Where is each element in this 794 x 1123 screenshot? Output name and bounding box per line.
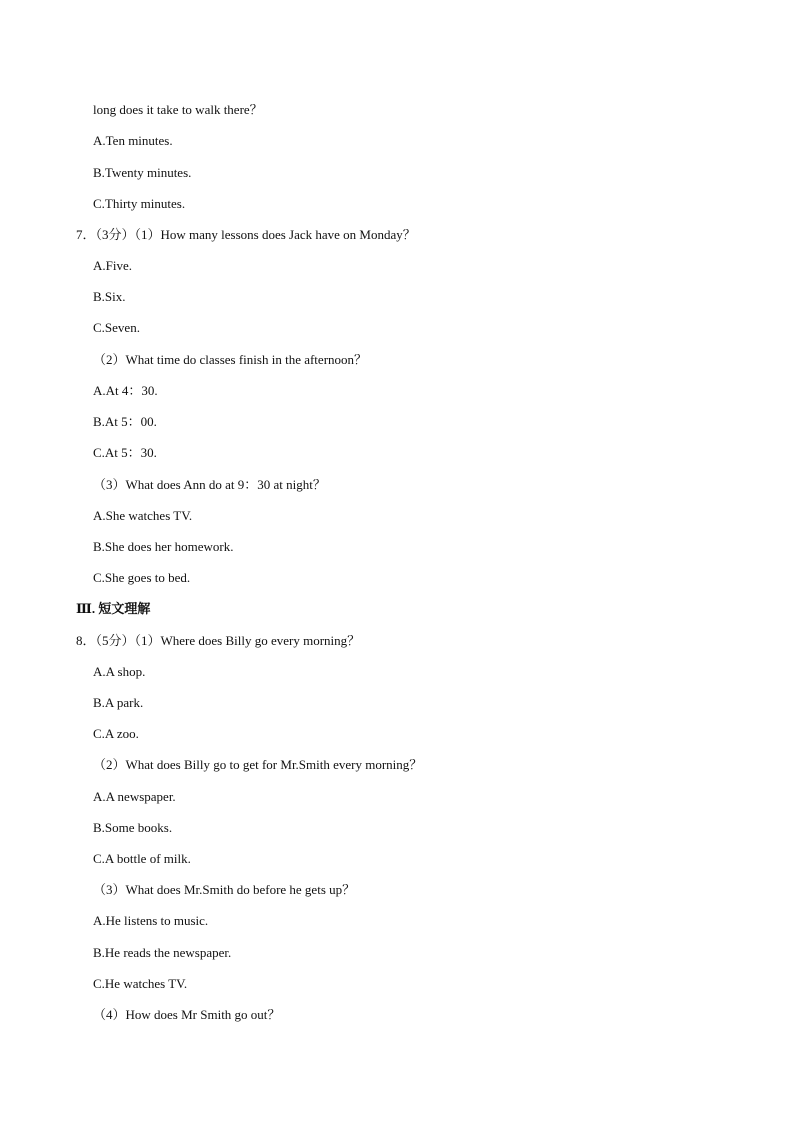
q8-2-stem: （2）What does Billy go to get for Mr.Smith every morning？ <box>93 757 423 772</box>
q8-2-option-a[interactable]: A.A newspaper. <box>93 789 176 804</box>
q6-option-b[interactable]: B.Twenty minutes. <box>93 165 192 180</box>
q7-1-option-a[interactable]: A.Five. <box>93 258 132 273</box>
section-3-heading: Ⅲ. 短文理解 <box>76 601 151 616</box>
q7-3-stem: （3）What does Ann do at 9：30 at night？ <box>93 477 326 492</box>
q7-2-option-a[interactable]: A.At 4：30. <box>93 383 158 398</box>
q8-1-option-b[interactable]: B.A park. <box>93 695 144 710</box>
q7-2-option-c[interactable]: C.At 5：30. <box>93 445 157 460</box>
q7-1-option-b[interactable]: B.Six. <box>93 289 126 304</box>
q7-2-option-b[interactable]: B.At 5：00. <box>93 414 157 429</box>
q7-3-option-a[interactable]: A.She watches TV. <box>93 508 193 523</box>
q7-2-stem: （2）What time do classes finish in the afternoon？ <box>93 352 368 367</box>
q6-option-a[interactable]: A.Ten minutes. <box>93 133 173 148</box>
q6-option-c[interactable]: C.Thirty minutes. <box>93 196 186 211</box>
q7-3-option-b[interactable]: B.She does her homework. <box>93 539 234 554</box>
q8-3-option-c[interactable]: C.He watches TV. <box>93 976 188 991</box>
q8-3-stem: （3）What does Mr.Smith do before he gets up？ <box>93 882 356 897</box>
q8-4-stem: （4）How does Mr Smith go out？ <box>93 1007 281 1022</box>
question-7-header: 7．（3分）（1）How many lessons does Jack have on Monday？ <box>76 227 416 242</box>
q8-3-option-b[interactable]: B.He reads the newspaper. <box>93 945 232 960</box>
q7-1-option-c[interactable]: C.Seven. <box>93 320 140 335</box>
question-6-stem-continued: long does it take to walk there？ <box>93 102 263 117</box>
question-8-header: 8．（5分）（1）Where does Billy go every morning？ <box>76 633 361 648</box>
q7-3-option-c[interactable]: C.She goes to bed. <box>93 570 191 585</box>
q8-1-option-a[interactable]: A.A shop. <box>93 664 146 679</box>
q8-2-option-b[interactable]: B.Some books. <box>93 820 173 835</box>
q8-3-option-a[interactable]: A.He listens to music. <box>93 913 209 928</box>
q8-2-option-c[interactable]: C.A bottle of milk. <box>93 851 191 866</box>
q8-1-option-c[interactable]: C.A zoo. <box>93 726 139 741</box>
